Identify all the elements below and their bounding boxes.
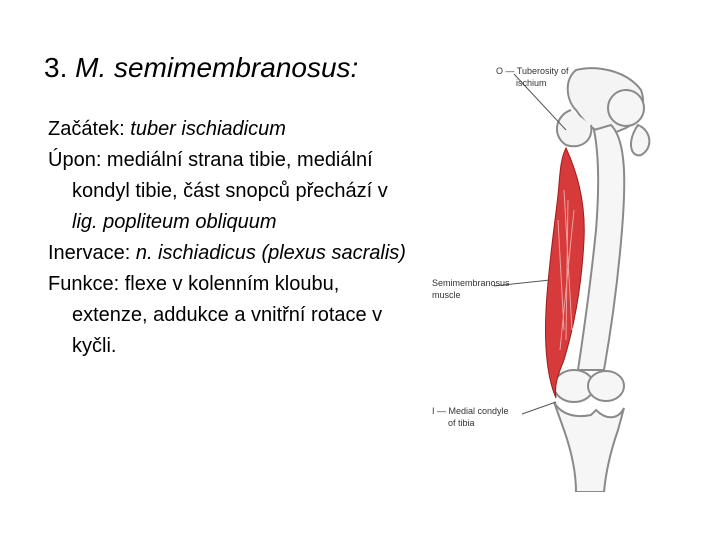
insertion-ligament-text: lig. popliteum obliquum <box>72 211 277 233</box>
paragraph-innervation <box>48 238 418 269</box>
insertion-leader-line <box>522 402 556 414</box>
muscle-label-line1: Semimembranosus <box>432 278 510 288</box>
femur-bone <box>578 125 624 370</box>
greater-trochanter <box>631 125 649 155</box>
paragraph-insertion <box>48 145 418 238</box>
tibia-bone <box>554 402 624 492</box>
origin-label-line1: O — Tuberosity of <box>496 66 569 76</box>
label-function: Funkce: <box>48 273 120 295</box>
muscle-label-line2: muscle <box>432 290 461 300</box>
function-text: flexe v kolenním kloubu, extenze, addukce a vnitřní rotace v kyčli. <box>72 273 383 357</box>
anatomy-illustration <box>426 30 666 492</box>
insertion-label-line2: of tibia <box>448 418 475 428</box>
slide-title <box>44 52 358 84</box>
lateral-femoral-condyle <box>588 371 624 401</box>
paragraph-origin <box>48 114 418 145</box>
innervation-text: n. ischiadicus (plexus sacralis) <box>130 242 406 264</box>
femoral-head <box>608 90 644 126</box>
insertion-label-line1: I — Medial condyle <box>432 406 509 416</box>
description-text <box>48 114 418 362</box>
label-insertion: Úpon: <box>48 149 102 171</box>
insertion-text: mediální strana tibie, mediální kondyl tibie, část snopců přechází v <box>72 149 388 202</box>
label-innervation: Inervace: <box>48 242 131 264</box>
title-muscle-name: M. semimembranosus: <box>75 52 359 83</box>
label-origin: Začátek: <box>48 118 125 140</box>
paragraph-function <box>48 269 418 362</box>
origin-text: tuber ischiadicum <box>124 118 286 140</box>
origin-label-line2: ischium <box>516 78 547 88</box>
title-number: 3. <box>44 52 68 83</box>
